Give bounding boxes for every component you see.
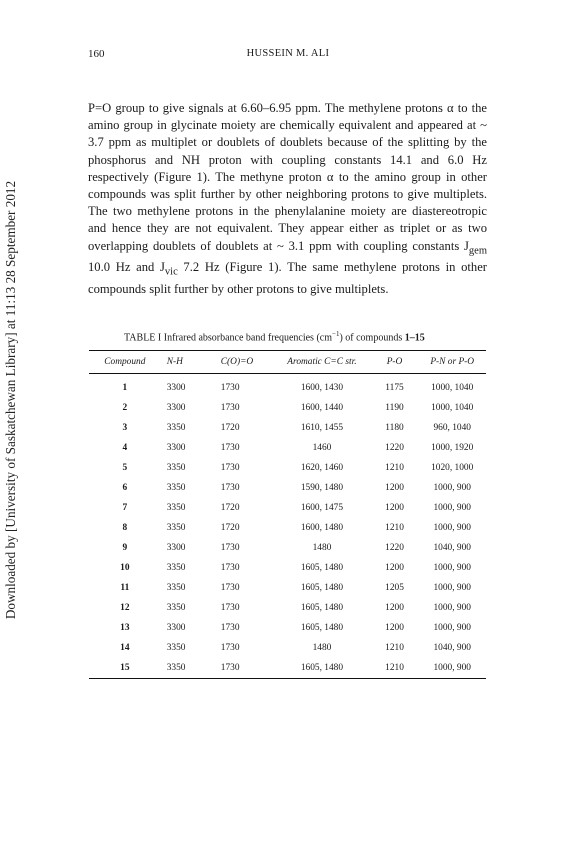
cell-nh: 3350 [166, 563, 186, 573]
cell-compound: 5 [122, 463, 128, 473]
cell-po: 1200 [385, 623, 404, 633]
table-row [89, 458, 486, 478]
cell-po: 1190 [385, 403, 404, 413]
cell-aromatic: 1600, 1475 [300, 503, 344, 513]
cell-pn-or-po: 960, 1040 [433, 423, 471, 433]
cell-compound: 13 [120, 623, 130, 633]
subscript-vic: vic [164, 266, 178, 278]
subscript-gem: gem [468, 245, 487, 257]
cell-co: 1720 [220, 423, 240, 433]
cell-nh: 3350 [166, 583, 186, 593]
cell-po: 1210 [385, 663, 404, 673]
body-text-part: 7.2 Hz (Figure 1). The same methylene protons in other compounds split further by other protons to give multiplets. [88, 260, 487, 297]
cell-nh: 3350 [166, 503, 186, 513]
cell-pn-or-po: 1000, 1040 [431, 403, 474, 413]
cell-co: 1730 [220, 663, 240, 673]
cell-pn-or-po: 1000, 900 [433, 583, 471, 593]
body-text-part: 10.0 Hz and J [88, 260, 165, 275]
running-head: HUSSEIN M. ALI [246, 48, 330, 59]
alpha-symbol: α [326, 169, 334, 184]
cell-po: 1180 [385, 423, 404, 433]
download-watermark [0, 0, 22, 863]
header-aromatic: Aromatic C=C str. [287, 357, 357, 367]
cell-nh: 3300 [166, 403, 186, 413]
caption-compound-range: 1–15 [404, 332, 425, 344]
cell-compound: 11 [120, 583, 130, 593]
table-row [89, 618, 486, 638]
cell-pn-or-po: 1020, 1000 [431, 463, 474, 473]
cell-co: 1730 [220, 543, 240, 553]
cell-po: 1210 [385, 643, 404, 653]
cell-pn-or-po: 1000, 900 [433, 603, 471, 613]
cell-co: 1730 [220, 463, 240, 473]
header-nh: N-H [166, 357, 183, 367]
header-pn-or-po: P-N or P-O [430, 357, 475, 367]
cell-nh: 3350 [166, 463, 186, 473]
cell-co: 1720 [220, 503, 240, 513]
cell-co: 1730 [220, 403, 240, 413]
table-row [89, 438, 486, 458]
cell-po: 1200 [385, 503, 404, 513]
cell-compound: 6 [122, 483, 128, 493]
body-text-part: to the amino group in glycinate moiety are chemically equivalent and appeared at ~ 3.7 ppm as multiplet or doublets of doublets because of the splitting by the phosphorus and NH proton with coupling constants 14.1 and 6.0 Hz respectively (Figure 1). The methyne proton [88, 101, 488, 184]
table-row [89, 374, 486, 399]
cell-po: 1175 [385, 383, 404, 393]
cell-pn-or-po: 1000, 900 [433, 503, 471, 513]
cell-pn-or-po: 1040, 900 [433, 543, 471, 553]
cell-pn-or-po: 1000, 900 [433, 483, 471, 493]
cell-pn-or-po: 1000, 900 [433, 663, 471, 673]
cell-nh: 3350 [166, 663, 186, 673]
cell-co: 1730 [220, 623, 240, 633]
cell-co: 1720 [220, 523, 240, 533]
header-co: C(O)=O [220, 357, 254, 367]
cell-pn-or-po: 1000, 1920 [431, 443, 474, 453]
cell-nh: 3300 [166, 383, 186, 393]
body-text-part: to the amino group in other compounds was split further by other neighboring protons to give multiplets. The two methylene protons in the phenylalanine moiety are diastereotropic and hence they are not equivalent. They appear either as triplet or as two overlapping doublets of doublets at ~ 3.1 ppm with coupling constants J [88, 169, 488, 253]
caption-superscript: −1 [332, 330, 340, 338]
cell-compound: 2 [122, 403, 128, 413]
cell-pn-or-po: 1000, 900 [433, 563, 471, 573]
cell-co: 1730 [220, 603, 240, 613]
cell-aromatic: 1600, 1430 [300, 383, 344, 393]
body-text-part: P=O group to give signals at 6.60–6.95 ppm. The methylene protons [88, 101, 447, 115]
ir-frequency-table [89, 350, 486, 679]
caption-text: ) of compounds [339, 332, 405, 344]
cell-nh: 3350 [166, 523, 186, 533]
cell-aromatic: 1600, 1440 [300, 403, 344, 413]
cell-compound: 14 [120, 643, 130, 653]
alpha-symbol: α [446, 101, 454, 115]
cell-po: 1200 [385, 483, 404, 493]
cell-aromatic: 1605, 1480 [300, 563, 344, 573]
cell-aromatic: 1605, 1480 [300, 663, 344, 673]
cell-nh: 3300 [166, 543, 186, 553]
cell-nh: 3350 [166, 603, 186, 613]
cell-compound: 8 [122, 523, 128, 533]
page-number: 160 [88, 48, 105, 60]
table-row [89, 658, 486, 679]
table-row [89, 638, 486, 658]
cell-aromatic: 1590, 1480 [300, 483, 344, 493]
cell-co: 1730 [220, 563, 240, 573]
cell-pn-or-po: 1040, 900 [433, 643, 471, 653]
cell-compound: 3 [122, 423, 128, 433]
cell-compound: 7 [122, 503, 128, 513]
cell-compound: 4 [122, 443, 128, 453]
cell-co: 1730 [220, 583, 240, 593]
cell-compound: 12 [120, 603, 130, 613]
cell-po: 1220 [385, 443, 404, 453]
table-row [89, 398, 486, 418]
table-header-row [89, 351, 486, 374]
cell-compound: 1 [122, 383, 128, 393]
header-compound: Compound [104, 357, 146, 367]
cell-compound: 15 [120, 663, 130, 673]
table-row [89, 598, 486, 618]
cell-co: 1730 [220, 643, 240, 653]
cell-po: 1205 [385, 583, 404, 593]
cell-nh: 3350 [166, 483, 186, 493]
table-row [89, 558, 486, 578]
cell-pn-or-po: 1000, 900 [433, 623, 471, 633]
body-paragraph [88, 100, 487, 298]
table-row [89, 478, 486, 498]
table-caption [124, 330, 425, 343]
table-row [89, 418, 486, 438]
cell-nh: 3300 [166, 443, 186, 453]
table-row [89, 498, 486, 518]
cell-nh: 3300 [166, 623, 186, 633]
cell-nh: 3350 [166, 423, 186, 433]
cell-aromatic: 1610, 1455 [300, 423, 344, 433]
cell-aromatic: 1605, 1480 [300, 623, 344, 633]
header-po: P-O [386, 357, 403, 367]
cell-nh: 3350 [166, 643, 186, 653]
cell-aromatic: 1480 [312, 543, 332, 553]
cell-aromatic: 1605, 1480 [300, 583, 344, 593]
cell-po: 1210 [385, 463, 404, 473]
cell-compound: 9 [122, 543, 128, 553]
cell-aromatic: 1620, 1460 [300, 463, 344, 473]
cell-co: 1730 [220, 483, 240, 493]
cell-pn-or-po: 1000, 1040 [431, 383, 474, 393]
cell-compound: 10 [120, 563, 130, 573]
table-row [89, 578, 486, 598]
cell-co: 1730 [220, 383, 240, 393]
table-body [89, 374, 486, 679]
cell-po: 1220 [385, 543, 404, 553]
cell-po: 1200 [385, 563, 404, 573]
cell-aromatic: 1605, 1480 [300, 603, 344, 613]
cell-aromatic: 1480 [312, 643, 332, 653]
cell-aromatic: 1600, 1480 [300, 523, 344, 533]
cell-po: 1200 [385, 603, 404, 613]
cell-po: 1210 [385, 523, 404, 533]
cell-pn-or-po: 1000, 900 [433, 523, 471, 533]
cell-aromatic: 1460 [312, 443, 332, 453]
cell-co: 1730 [220, 443, 240, 453]
download-watermark-text: Downloaded by [University of Saskatchewan Library] at 11:13 28 September 2012 [3, 180, 18, 620]
caption-text: TABLE I Infrared absorbance band frequencies (cm [124, 332, 332, 344]
table-row [89, 538, 486, 558]
table-row [89, 518, 486, 538]
